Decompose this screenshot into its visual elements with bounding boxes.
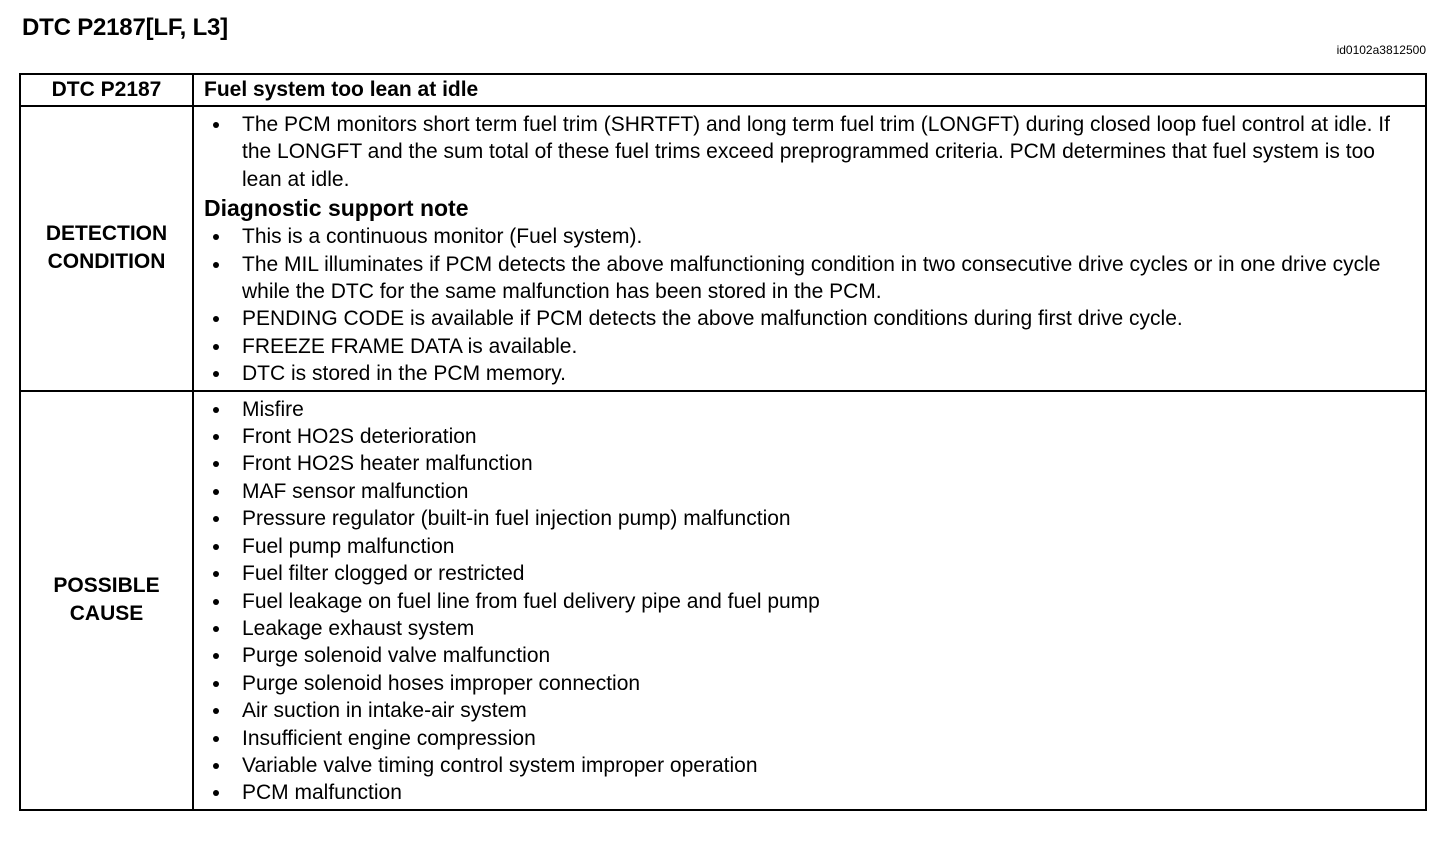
possible-cause-list xyxy=(204,396,1417,807)
image-id: id0102a3812500 xyxy=(1336,43,1426,57)
list-item: Fuel leakage on fuel line from fuel delivery pipe and fuel pump xyxy=(204,588,1417,615)
list-item: PCM malfunction xyxy=(204,779,1417,806)
dtc-description-header: Fuel system too lean at idle xyxy=(193,74,1426,106)
list-item: Purge solenoid valve malfunction xyxy=(204,642,1417,669)
list-item: Leakage exhaust system xyxy=(204,615,1417,642)
list-item: This is a continuous monitor (Fuel system). xyxy=(204,223,1417,250)
dtc-table xyxy=(19,73,1427,811)
table-header-row xyxy=(20,74,1426,106)
detection-condition-content xyxy=(193,106,1426,391)
list-item: Misfire xyxy=(204,396,1417,423)
list-item: Fuel pump malfunction xyxy=(204,533,1417,560)
diagnostic-support-note-title: Diagnostic support note xyxy=(204,195,469,222)
detection-condition-row xyxy=(20,106,1426,391)
detection-condition-label xyxy=(20,106,193,391)
list-item: Fuel filter clogged or restricted xyxy=(204,560,1417,587)
list-item: The MIL illuminates if PCM detects the above malfunctioning condition in two consecutive drive cycles or in one drive cycle while the DTC for the same malfunction has been stored in the PCM. xyxy=(204,251,1417,306)
detection-label-line1: DETECTION xyxy=(45,222,168,246)
list-item: Air suction in intake-air system xyxy=(204,697,1417,724)
detection-label-line2: CONDITION xyxy=(47,250,166,274)
list-item: Purge solenoid hoses improper connection xyxy=(204,670,1417,697)
list-item: Variable valve timing control system improper operation xyxy=(204,752,1417,779)
list-item: MAF sensor malfunction xyxy=(204,478,1417,505)
list-item: DTC is stored in the PCM memory. xyxy=(204,360,1417,387)
possible-cause-content xyxy=(193,391,1426,810)
list-item: Front HO2S heater malfunction xyxy=(204,450,1417,477)
possible-cause-label xyxy=(20,391,193,810)
list-item: PENDING CODE is available if PCM detects the above malfunction conditions during first drive cycle. xyxy=(204,305,1417,332)
list-item: The PCM monitors short term fuel trim (SHRTFT) and long term fuel trim (LONGFT) during closed loop fuel control at idle. If the LONGFT and the sum total of these fuel trims exceed preprogrammed criteria. PCM determines that fuel system is too lean at idle. xyxy=(204,111,1417,193)
detection-intro-list xyxy=(204,111,1417,193)
list-item: Pressure regulator (built-in fuel injection pump) malfunction xyxy=(204,505,1417,532)
possible-cause-label-line2: CAUSE xyxy=(69,602,144,626)
list-item: FREEZE FRAME DATA is available. xyxy=(204,333,1417,360)
diagnostic-support-list xyxy=(204,223,1417,387)
list-item: Front HO2S deterioration xyxy=(204,423,1417,450)
dtc-code-header: DTC P2187 xyxy=(20,74,193,106)
possible-cause-label-line1: POSSIBLE xyxy=(53,574,160,598)
possible-cause-row xyxy=(20,391,1426,810)
page-title: DTC P2187[LF, L3] xyxy=(22,14,228,41)
list-item: Insufficient engine compression xyxy=(204,725,1417,752)
